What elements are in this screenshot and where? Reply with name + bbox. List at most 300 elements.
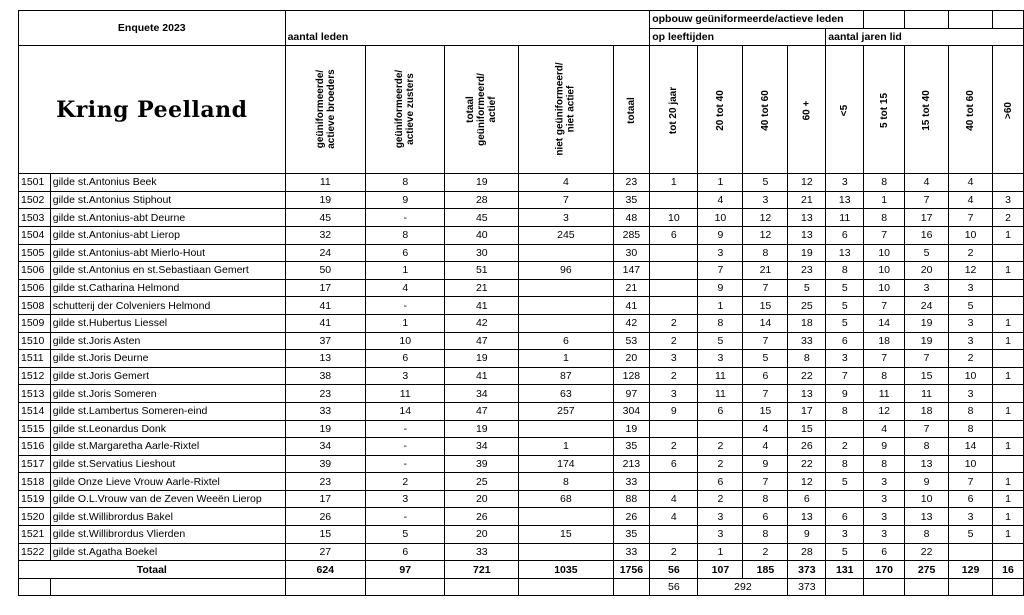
row-value: 9 [826,385,864,403]
group-leeftijden-header: op leeftijden [650,28,826,46]
row-name: schutterij der Colveniers Helmond [50,297,285,315]
kring-name: Kring Peelland [19,46,286,174]
blank-cell [949,578,993,596]
row-value: 4 [698,191,743,209]
total-value: 721 [445,561,519,579]
row-value: 15 [788,420,826,438]
table-row [19,402,1024,420]
row-value: 14 [743,314,788,332]
row-value: 10 [864,279,905,297]
table-row [19,314,1024,332]
row-value: 4 [864,420,905,438]
column-header [650,46,698,174]
table-row [19,526,1024,544]
row-value: 10 [905,490,949,508]
row-value: - [366,455,445,473]
table-row [19,543,1024,561]
row-value: 8 [949,402,993,420]
row-value: 9 [743,455,788,473]
row-value: 11 [905,385,949,403]
row-value: 6 [826,226,864,244]
row-value: 3 [650,385,698,403]
row-value: 10 [698,209,743,227]
row-value: 13 [826,191,864,209]
row-code: 1511 [19,350,51,368]
row-value [993,350,1024,368]
row-value: 5 [826,314,864,332]
row-value: 19 [445,350,519,368]
row-value: 13 [285,350,366,368]
row-value: 3 [949,508,993,526]
table-row [19,174,1024,192]
row-value: 5 [949,297,993,315]
row-value: 25 [788,297,826,315]
row-value: 13 [788,226,826,244]
row-code: 1504 [19,226,51,244]
row-name: gilde st.Antonius en st.Sebastiaan Gemert [50,262,285,280]
row-value: 6 [519,332,613,350]
row-value: 20 [445,490,519,508]
blank-cell [905,578,949,596]
row-value: 35 [613,526,650,544]
table-row [19,350,1024,368]
row-value: 14 [366,402,445,420]
row-value: 9 [650,402,698,420]
row-value: 2 [698,490,743,508]
header-blank-cell [949,11,993,29]
table-row [19,420,1024,438]
row-value: 13 [905,455,949,473]
column-header-line: 20 tot 40 [714,89,726,131]
table-row [19,367,1024,385]
blank-cell [285,578,366,596]
row-value [993,385,1024,403]
row-value: 17 [905,209,949,227]
row-value: 12 [743,209,788,227]
row-value: 7 [743,279,788,297]
row-value: 5 [826,543,864,561]
row-value: 19 [905,314,949,332]
blank-cell [519,578,613,596]
row-value: 41 [445,367,519,385]
table-row [19,508,1024,526]
row-value: 19 [613,420,650,438]
column-header-line: actief [487,96,499,123]
row-value: 3 [864,508,905,526]
row-value: 5 [949,526,993,544]
row-value: 10 [366,332,445,350]
row-value: 7 [949,473,993,491]
row-value: 2 [949,244,993,262]
table-row [19,455,1024,473]
row-value: 2 [650,314,698,332]
row-value: 2 [993,209,1024,227]
blank-cell [366,578,445,596]
row-value: 19 [285,191,366,209]
row-value: 6 [650,226,698,244]
row-value [650,526,698,544]
row-value: 1 [519,350,613,368]
row-value: 8 [864,209,905,227]
row-value [993,420,1024,438]
header-spacer [285,11,650,29]
row-value: - [366,438,445,456]
column-header [993,46,1024,174]
row-value: 8 [698,314,743,332]
row-value: 13 [788,209,826,227]
row-value: 9 [698,279,743,297]
row-value: 147 [613,262,650,280]
row-value: 5 [366,526,445,544]
row-value: 9 [905,473,949,491]
row-value: 1 [993,332,1024,350]
row-value [650,473,698,491]
row-value: 42 [613,314,650,332]
row-code: 1508 [19,297,51,315]
row-name: gilde st.Antonius Beek [50,174,285,192]
column-header [826,46,864,174]
row-value: 7 [949,209,993,227]
table-row [19,191,1024,209]
column-header-line: geüniformeerde/ [314,70,326,149]
row-value: 5 [905,244,949,262]
row-value: 53 [613,332,650,350]
row-value: 1 [864,191,905,209]
column-header-line: actieve zusters [405,73,417,146]
row-value: 21 [788,191,826,209]
row-name: gilde st.Joris Asten [50,332,285,350]
row-value: 3 [743,191,788,209]
blank-cell [826,578,864,596]
row-value: 2 [650,367,698,385]
row-value: 3 [826,526,864,544]
total-value: 624 [285,561,366,579]
row-value: 15 [905,367,949,385]
row-value: - [366,297,445,315]
row-code: 1520 [19,508,51,526]
row-value: 27 [285,543,366,561]
table-row [19,385,1024,403]
row-value: 45 [285,209,366,227]
row-value: 21 [613,279,650,297]
row-value: 4 [949,191,993,209]
row-name: gilde st.Antonius Stiphout [50,191,285,209]
row-value: 3 [826,174,864,192]
group-opbouw-header: opbouw geüniformeerde/actieve leden [650,11,864,29]
total-value: 185 [743,561,788,579]
row-value: 4 [650,508,698,526]
row-value [650,262,698,280]
row-value: 1 [366,262,445,280]
row-value: - [366,508,445,526]
row-value: 9 [788,526,826,544]
row-value: 18 [864,332,905,350]
row-value: 6 [698,402,743,420]
row-value: 11 [366,385,445,403]
row-value: 26 [788,438,826,456]
row-value: 7 [905,191,949,209]
row-value: 51 [445,262,519,280]
row-value: 1 [993,262,1024,280]
total-value: 1035 [519,561,613,579]
row-name: gilde st.Hubertus Liessel [50,314,285,332]
survey-table [18,10,1024,596]
row-value: 18 [788,314,826,332]
row-value: 8 [743,490,788,508]
header-blank-cell [864,11,905,29]
row-value: 6 [826,332,864,350]
row-value: 41 [285,314,366,332]
row-value [993,543,1024,561]
blank-cell [445,578,519,596]
row-code: 1513 [19,385,51,403]
row-value: 7 [864,350,905,368]
row-value: 9 [698,226,743,244]
row-value: 7 [826,367,864,385]
row-value: 39 [285,455,366,473]
blank-cell [993,578,1024,596]
row-value: 2 [743,543,788,561]
row-value: 33 [613,473,650,491]
row-name: gilde O.L.Vrouw van de Zeven Weeën Lierop [50,490,285,508]
row-value: 8 [366,226,445,244]
row-value: 96 [519,262,613,280]
row-value: 41 [285,297,366,315]
row-value [519,244,613,262]
row-value: 3 [949,279,993,297]
column-header-line: niet actief [565,85,577,133]
column-header-line: 60 + [801,100,813,121]
row-value: 19 [285,420,366,438]
column-header-line: 40 tot 60 [759,89,771,131]
row-value: 35 [613,191,650,209]
row-value: 8 [826,262,864,280]
row-value: 257 [519,402,613,420]
row-value: 3 [993,191,1024,209]
row-value: 10 [949,226,993,244]
row-value: 26 [285,508,366,526]
row-value: 19 [905,332,949,350]
row-value: 1 [519,438,613,456]
row-value: 19 [445,174,519,192]
row-value: 41 [613,297,650,315]
subtotal-value: 56 [650,578,698,596]
row-value: 5 [826,279,864,297]
row-value: 22 [905,543,949,561]
row-value: 63 [519,385,613,403]
row-value: 3 [698,526,743,544]
row-code: 1519 [19,490,51,508]
row-value: 42 [445,314,519,332]
row-value: 8 [864,174,905,192]
row-value [519,543,613,561]
row-value: 3 [949,332,993,350]
row-value [650,279,698,297]
column-header [864,46,905,174]
row-value: 1 [993,490,1024,508]
row-value: 2 [698,455,743,473]
row-value: 26 [445,508,519,526]
row-value: 1 [366,314,445,332]
row-value: 23 [613,174,650,192]
table-row [19,262,1024,280]
row-value: 17 [285,490,366,508]
row-value: 7 [743,473,788,491]
column-header-line: 15 tot 40 [921,89,933,131]
row-value: 6 [650,455,698,473]
row-value: 2 [698,438,743,456]
row-value: 3 [366,490,445,508]
row-value: 15 [743,297,788,315]
table-row [19,473,1024,491]
row-value: 5 [788,279,826,297]
row-value: 2 [366,473,445,491]
row-value: 1 [993,473,1024,491]
total-value: 131 [826,561,864,579]
blank-cell [19,578,51,596]
row-name: gilde st.Antonius-abt Mierlo-Hout [50,244,285,262]
row-value: 11 [285,174,366,192]
row-value: 12 [788,174,826,192]
row-value: 1 [993,226,1024,244]
row-value: 20 [905,262,949,280]
row-value [993,297,1024,315]
column-header-line: totaal [625,96,637,124]
row-value: 7 [864,226,905,244]
row-value: 6 [788,490,826,508]
row-value: 8 [864,367,905,385]
row-value: 213 [613,455,650,473]
row-value: 6 [743,367,788,385]
total-value: 373 [788,561,826,579]
row-value: 7 [864,297,905,315]
row-value: 88 [613,490,650,508]
row-value: 34 [285,438,366,456]
row-value: 41 [445,297,519,315]
row-value: 16 [905,226,949,244]
row-value [993,279,1024,297]
table-row [19,244,1024,262]
row-value: 4 [743,438,788,456]
column-header-line: tot 20 jaar [668,86,680,134]
row-value: 10 [650,209,698,227]
row-value: 2 [949,350,993,368]
column-header [788,46,826,174]
row-value: 21 [743,262,788,280]
row-value: 17 [788,402,826,420]
row-name: gilde st.Willibrordus Vlierden [50,526,285,544]
row-value: 5 [826,473,864,491]
row-value: 40 [445,226,519,244]
row-name: gilde st.Agatha Boekel [50,543,285,561]
row-value: 68 [519,490,613,508]
row-value: 3 [650,350,698,368]
row-value: 15 [743,402,788,420]
table-row [19,490,1024,508]
row-value: 47 [445,332,519,350]
row-value: 4 [743,420,788,438]
row-name: gilde st.Catharina Helmond [50,279,285,297]
row-value: 6 [864,543,905,561]
table-row [19,226,1024,244]
row-value: 7 [743,332,788,350]
row-value [949,543,993,561]
row-value: 6 [366,350,445,368]
row-value: 3 [698,508,743,526]
row-value: 15 [519,526,613,544]
row-value: 8 [519,473,613,491]
row-value: 12 [788,473,826,491]
row-value: 4 [519,174,613,192]
row-value: 11 [698,367,743,385]
row-value: 3 [519,209,613,227]
survey-title: Enquete 2023 [19,11,286,46]
row-value: 128 [613,367,650,385]
row-value: 34 [445,438,519,456]
row-value: 8 [366,174,445,192]
blank-cell [864,578,905,596]
row-value: 22 [788,455,826,473]
row-value: 32 [285,226,366,244]
row-value [650,191,698,209]
row-value: 6 [698,473,743,491]
row-name: gilde st.Lambertus Someren-eind [50,402,285,420]
row-value: 6 [366,244,445,262]
row-value: 8 [788,350,826,368]
row-value: 8 [905,526,949,544]
table-row [19,297,1024,315]
row-value: 17 [285,279,366,297]
row-name: gilde st.Antonius-abt Lierop [50,226,285,244]
row-value [650,244,698,262]
row-code: 1502 [19,191,51,209]
row-value: 9 [864,438,905,456]
row-code: 1503 [19,209,51,227]
row-name: gilde Onze Lieve Vrouw Aarle-Rixtel [50,473,285,491]
row-value: 1 [993,367,1024,385]
column-header-line: <5 [839,104,851,116]
column-header-line: >60 [1002,101,1014,119]
row-value: 1 [650,174,698,192]
column-header [285,46,366,174]
row-value: 30 [445,244,519,262]
row-value: 33 [285,402,366,420]
row-code: 1506 [19,279,51,297]
row-name: gilde st.Servatius Lieshout [50,455,285,473]
table-row [19,438,1024,456]
row-value: 10 [949,455,993,473]
table-row [19,279,1024,297]
row-code: 1521 [19,526,51,544]
row-value: 8 [905,438,949,456]
group-aantal-leden-header: aantal leden [285,28,650,46]
row-value: 12 [864,402,905,420]
row-value: 4 [650,490,698,508]
row-code: 1501 [19,174,51,192]
column-header [743,46,788,174]
row-value: 7 [743,385,788,403]
row-value: 13 [788,508,826,526]
header-blank-cell [905,11,949,29]
row-value: 23 [285,473,366,491]
column-header-line: niet geüniformeerd/ [554,62,566,156]
row-value: 1 [698,543,743,561]
row-code: 1517 [19,455,51,473]
table-row [19,332,1024,350]
row-code: 1522 [19,543,51,561]
row-value: 2 [650,332,698,350]
column-header-line: geüniformeerde/ [394,70,406,149]
